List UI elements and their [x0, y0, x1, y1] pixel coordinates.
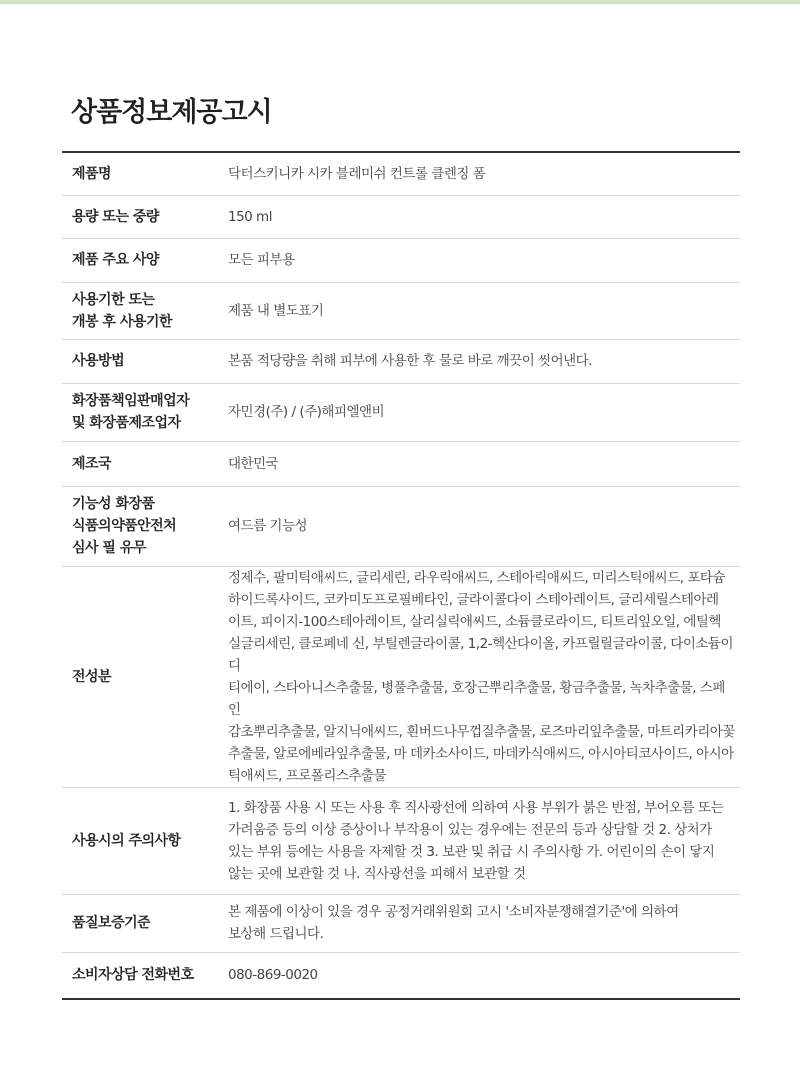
row-value: 여드름 기능성 — [228, 486, 740, 566]
row-value: 대한민국 — [228, 441, 740, 486]
page-title: 상품정보제공고시 — [71, 97, 272, 128]
row-value: 자민경(주) / (주)해피엘앤비 — [228, 383, 740, 441]
top-accent-bar — [0, 0, 800, 4]
row-value: 본품 적당량을 취해 피부에 사용한 후 물로 바로 깨끗이 씻어낸다. — [228, 339, 740, 383]
table-row-volume — [62, 195, 740, 238]
row-label: 제품 주요 사양 — [62, 238, 228, 282]
table-row-manufacturer — [62, 383, 740, 441]
row-label: 용량 또는 중량 — [62, 195, 228, 238]
row-label: 사용기한 또는 개봉 후 사용기한 — [62, 282, 228, 339]
product-info-table — [62, 151, 740, 1000]
table-row-functional — [62, 486, 740, 566]
row-value: 1. 화장품 사용 시 또는 사용 후 직사광선에 의하여 사용 부위가 붉은 반점, 부어오름 또는 가려움증 등의 이상 증상이나 부작용이 있는 경우에는 전문의 등과 상담할 것 2. 상처가 있는 부위 등에는 사용을 자제할 것 3. 보관 및 취급 시 주의사항 가. 어린이의 손이 닿지 않는 곳에 보관할 것 나. 직사광선을 피해서 보관할 것 — [228, 787, 740, 894]
table-row-product-name — [62, 152, 740, 195]
table-row-specs — [62, 238, 740, 282]
row-value: 본 제품에 이상이 있을 경우 공정거래위원회 고시 '소비자분쟁해결기준'에 의하여 보상해 드립니다. — [228, 894, 740, 952]
row-label: 품질보증기준 — [62, 894, 228, 952]
row-label: 화장품책임판매업자 및 화장품제조업자 — [62, 383, 228, 441]
table-row-country — [62, 441, 740, 486]
row-label: 제조국 — [62, 441, 228, 486]
table-row-expiry — [62, 282, 740, 339]
row-label: 제품명 — [62, 152, 228, 195]
table-row-precautions — [62, 787, 740, 894]
row-label: 사용방법 — [62, 339, 228, 383]
row-label: 사용시의 주의사항 — [62, 787, 228, 894]
row-value: 제품 내 별도표기 — [228, 282, 740, 339]
row-value: 080-869-0020 — [228, 967, 318, 984]
table-row-quality — [62, 894, 740, 952]
row-label: 기능성 화장품 식품의약품안전처 심사 필 유무 — [62, 486, 228, 566]
row-value: 모든 피부용 — [228, 238, 740, 282]
row-label: 소비자상담 전화번호 — [72, 967, 194, 984]
table-row-ingredients — [62, 566, 740, 787]
row-label: 전성분 — [62, 566, 228, 787]
table-row-usage — [62, 339, 740, 383]
row-value: 정제수, 팔미틱애씨드, 글리세린, 라우릭애씨드, 스테아릭애씨드, 미리스틱애씨드, 포타슘 하이드록사이드, 코카미도프로필베타인, 글라이콜다이 스테아레이트, 글리세릴스테아레 이트, 피이지-100스테아레이트, 살리실릭애씨드, 소듐클로라이드, 티트리잎오일, 에틸헥 실글리세린, 클로페네 신, 부틸렌글라이콜, 1,2-헥산다이올, 카프릴릴글라이콜, 다이소듐이디 티에이, 스타아니스추출물, 병풀추출물, 호장근뿌리추출물, 황금추출물, 녹차추출물, 스페인 감초뿌리추출물, 알지닉애씨드, 흰버드나무껍질추출물, 로즈마리잎추출물, 마트리카리아꽃 추출물, 알로에베라잎추출물, 마 데카소사이드, 마데카식애씨드, 아시아티코사이드, 아시아 틱애씨드, 프로폴리스추출물 — [228, 566, 740, 787]
row-value: 닥터스키니카 시카 블레미쉬 컨트롤 클렌징 폼 — [228, 152, 740, 195]
table-row-phone — [62, 952, 740, 999]
row-value: 150 ml — [228, 195, 740, 238]
